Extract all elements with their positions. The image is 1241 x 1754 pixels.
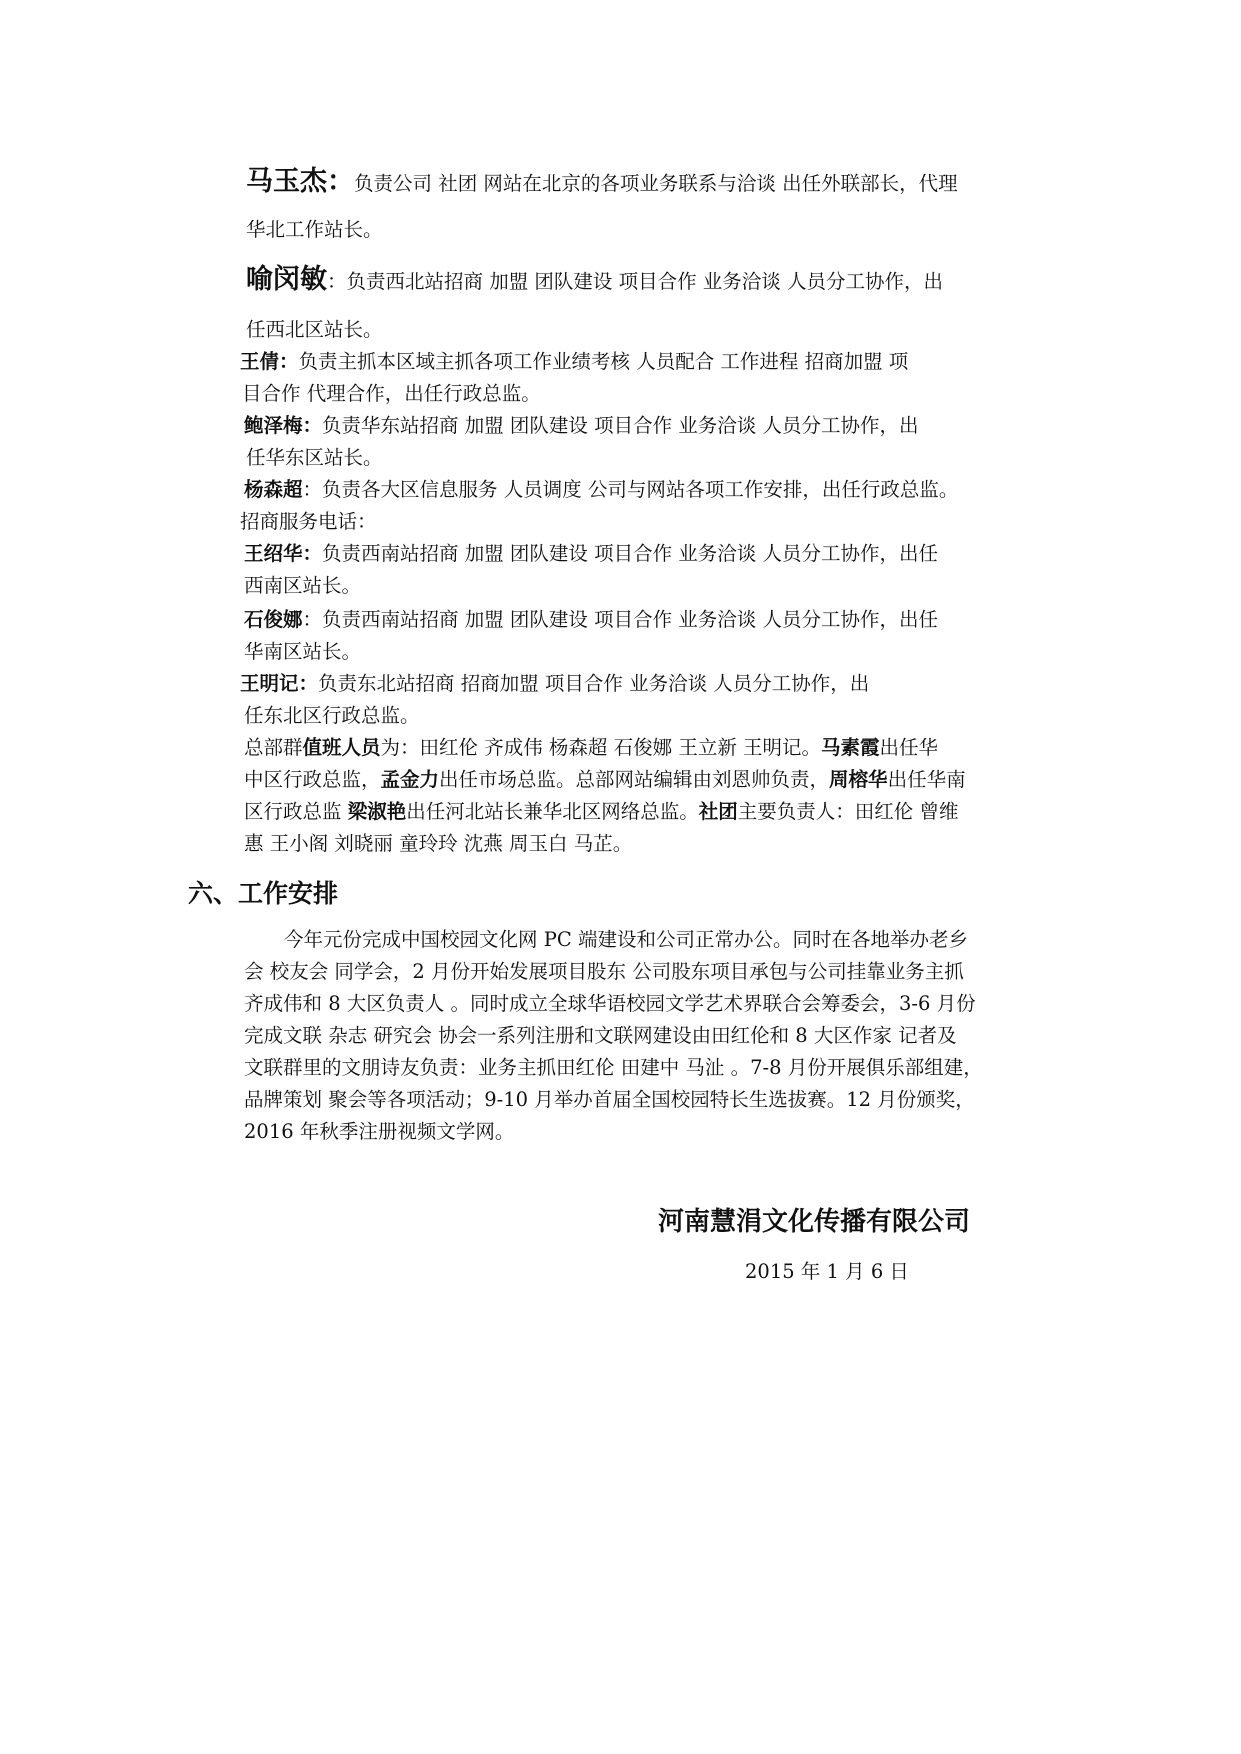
duty-text: 为：田红伦 齐成伟 杨森超 石俊娜 王立新 王明记。	[380, 736, 822, 759]
duty-highlight: 梁淑艳	[347, 800, 407, 823]
staff-name: 马玉杰：	[246, 166, 354, 197]
company-name: 河南慧涓文化传播有限公司	[658, 1207, 971, 1237]
staff-entry-line: 任西北区站长。	[246, 318, 383, 341]
duty-highlight: 社团	[698, 800, 738, 823]
work-plan-line: 品牌策划 聚会等各项活动；9-10 月举办首届全国校园特长生选拔赛。12 月份颁奖，	[244, 1088, 975, 1111]
staff-duty: ：负责各大区信息服务 人员调度 公司与网站各项工作安排，出任行政总监。	[302, 478, 959, 501]
staff-entry-line: 目合作 代理合作，出任行政总监。	[242, 382, 541, 405]
duty-line	[244, 798, 958, 826]
duty-highlight: 周榕华	[829, 768, 888, 791]
duty-text: 主要负责人：田红伦 曾维	[737, 800, 959, 823]
staff-name: 王绍华：	[244, 542, 323, 565]
service-phone-label: 招商服务电话：	[240, 510, 377, 533]
staff-entry-line	[244, 606, 938, 634]
staff-name: 鲍泽梅：	[244, 414, 323, 437]
duty-text: 出任华	[879, 736, 939, 759]
staff-duty: 负责华东站招商 加盟 团队建设 项目合作 业务洽谈 人员分工协作，出	[322, 414, 919, 437]
staff-entry-line	[244, 476, 958, 504]
staff-name: 石俊娜	[244, 608, 303, 631]
work-plan-line: 文联群里的文朋诗友负责：业务主抓田红伦 田建中 马沚 。7-8 月份开展俱乐部组建，	[244, 1056, 983, 1079]
staff-name: 杨森超	[244, 478, 303, 501]
staff-entry-line	[240, 670, 869, 698]
work-plan-line: 会 校友会 同学会，2 月份开始发展项目股东 公司股东项目承包与公司挂靠业务主抓	[244, 960, 964, 983]
duty-text: 总部群	[244, 736, 303, 759]
staff-entry-line	[244, 540, 938, 568]
duty-text: 出任市场总监。总部网站编辑由刘恩帅负责，	[439, 768, 830, 791]
duty-text: 出任河北站长兼华北区网络总监。	[406, 800, 699, 823]
duty-line: 惠 王小阁 刘晓丽 童玲玲 沈燕 周玉白 马芷。	[244, 832, 633, 855]
staff-entry-line	[246, 168, 958, 198]
staff-entry-line: 任东北区行政总监。	[244, 704, 420, 727]
staff-entry-line	[246, 266, 943, 296]
staff-duty: 负责公司 社团 网站在北京的各项业务联系与洽谈 出任外联部长，代理	[354, 172, 958, 195]
work-plan-line: 齐成伟和 8 大区负责人 。同时成立全球华语校园文学艺术界联合会筹委会，3-6 月份	[244, 992, 976, 1015]
staff-entry-line: 华北工作站长。	[246, 218, 383, 241]
work-plan-line: 今年元份完成中国校园文化网 PC 端建设和公司正常办公。同时在各地举办老乡	[284, 928, 968, 951]
duty-text: 区行政总监	[244, 800, 348, 823]
staff-duty: 负责东北站招商 招商加盟 项目合作 业务洽谈 人员分工协作，出	[318, 672, 870, 695]
duty-line	[244, 766, 966, 794]
staff-entry-line: 华南区站长。	[244, 640, 362, 663]
duty-highlight: 马素霞	[821, 736, 880, 759]
duty-text: 出任华南	[887, 768, 966, 791]
staff-entry-line	[240, 348, 908, 376]
section-heading: 六、工作安排	[188, 879, 339, 908]
work-plan-line: 完成文联 杂志 研究会 协会一系列注册和文联网建设由田红伦和 8 大区作家 记者及	[244, 1024, 957, 1047]
work-plan-line: 2016 年秋季注册视频文学网。	[244, 1120, 515, 1143]
duty-line	[244, 734, 938, 762]
staff-entry-line: 任华东区站长。	[246, 446, 383, 469]
staff-entry-line: 西南区站长。	[244, 574, 362, 597]
staff-name: 王倩：	[240, 350, 299, 373]
staff-duty: 负责西南站招商 加盟 团队建设 项目合作 业务洽谈 人员分工协作，出任	[322, 542, 939, 565]
document-date: 2015 年 1 月 6 日	[745, 1260, 909, 1283]
duty-highlight: 孟金力	[380, 768, 440, 791]
staff-duty: 负责主抓本区域主抓各项工作业绩考核 人员配合 工作进程 招商加盟 项	[298, 350, 909, 373]
duty-text: 中区行政总监，	[244, 768, 381, 791]
staff-entry-line	[244, 412, 919, 440]
staff-name: 喻闵敏	[246, 264, 327, 295]
staff-name: 王明记：	[240, 672, 319, 695]
staff-duty: ：负责西北站招商 加盟 团队建设 项目合作 业务洽谈 人员分工协作，出	[327, 270, 943, 293]
staff-duty: ：负责西南站招商 加盟 团队建设 项目合作 业务洽谈 人员分工协作，出任	[302, 608, 939, 631]
duty-highlight: 值班人员	[302, 736, 381, 759]
